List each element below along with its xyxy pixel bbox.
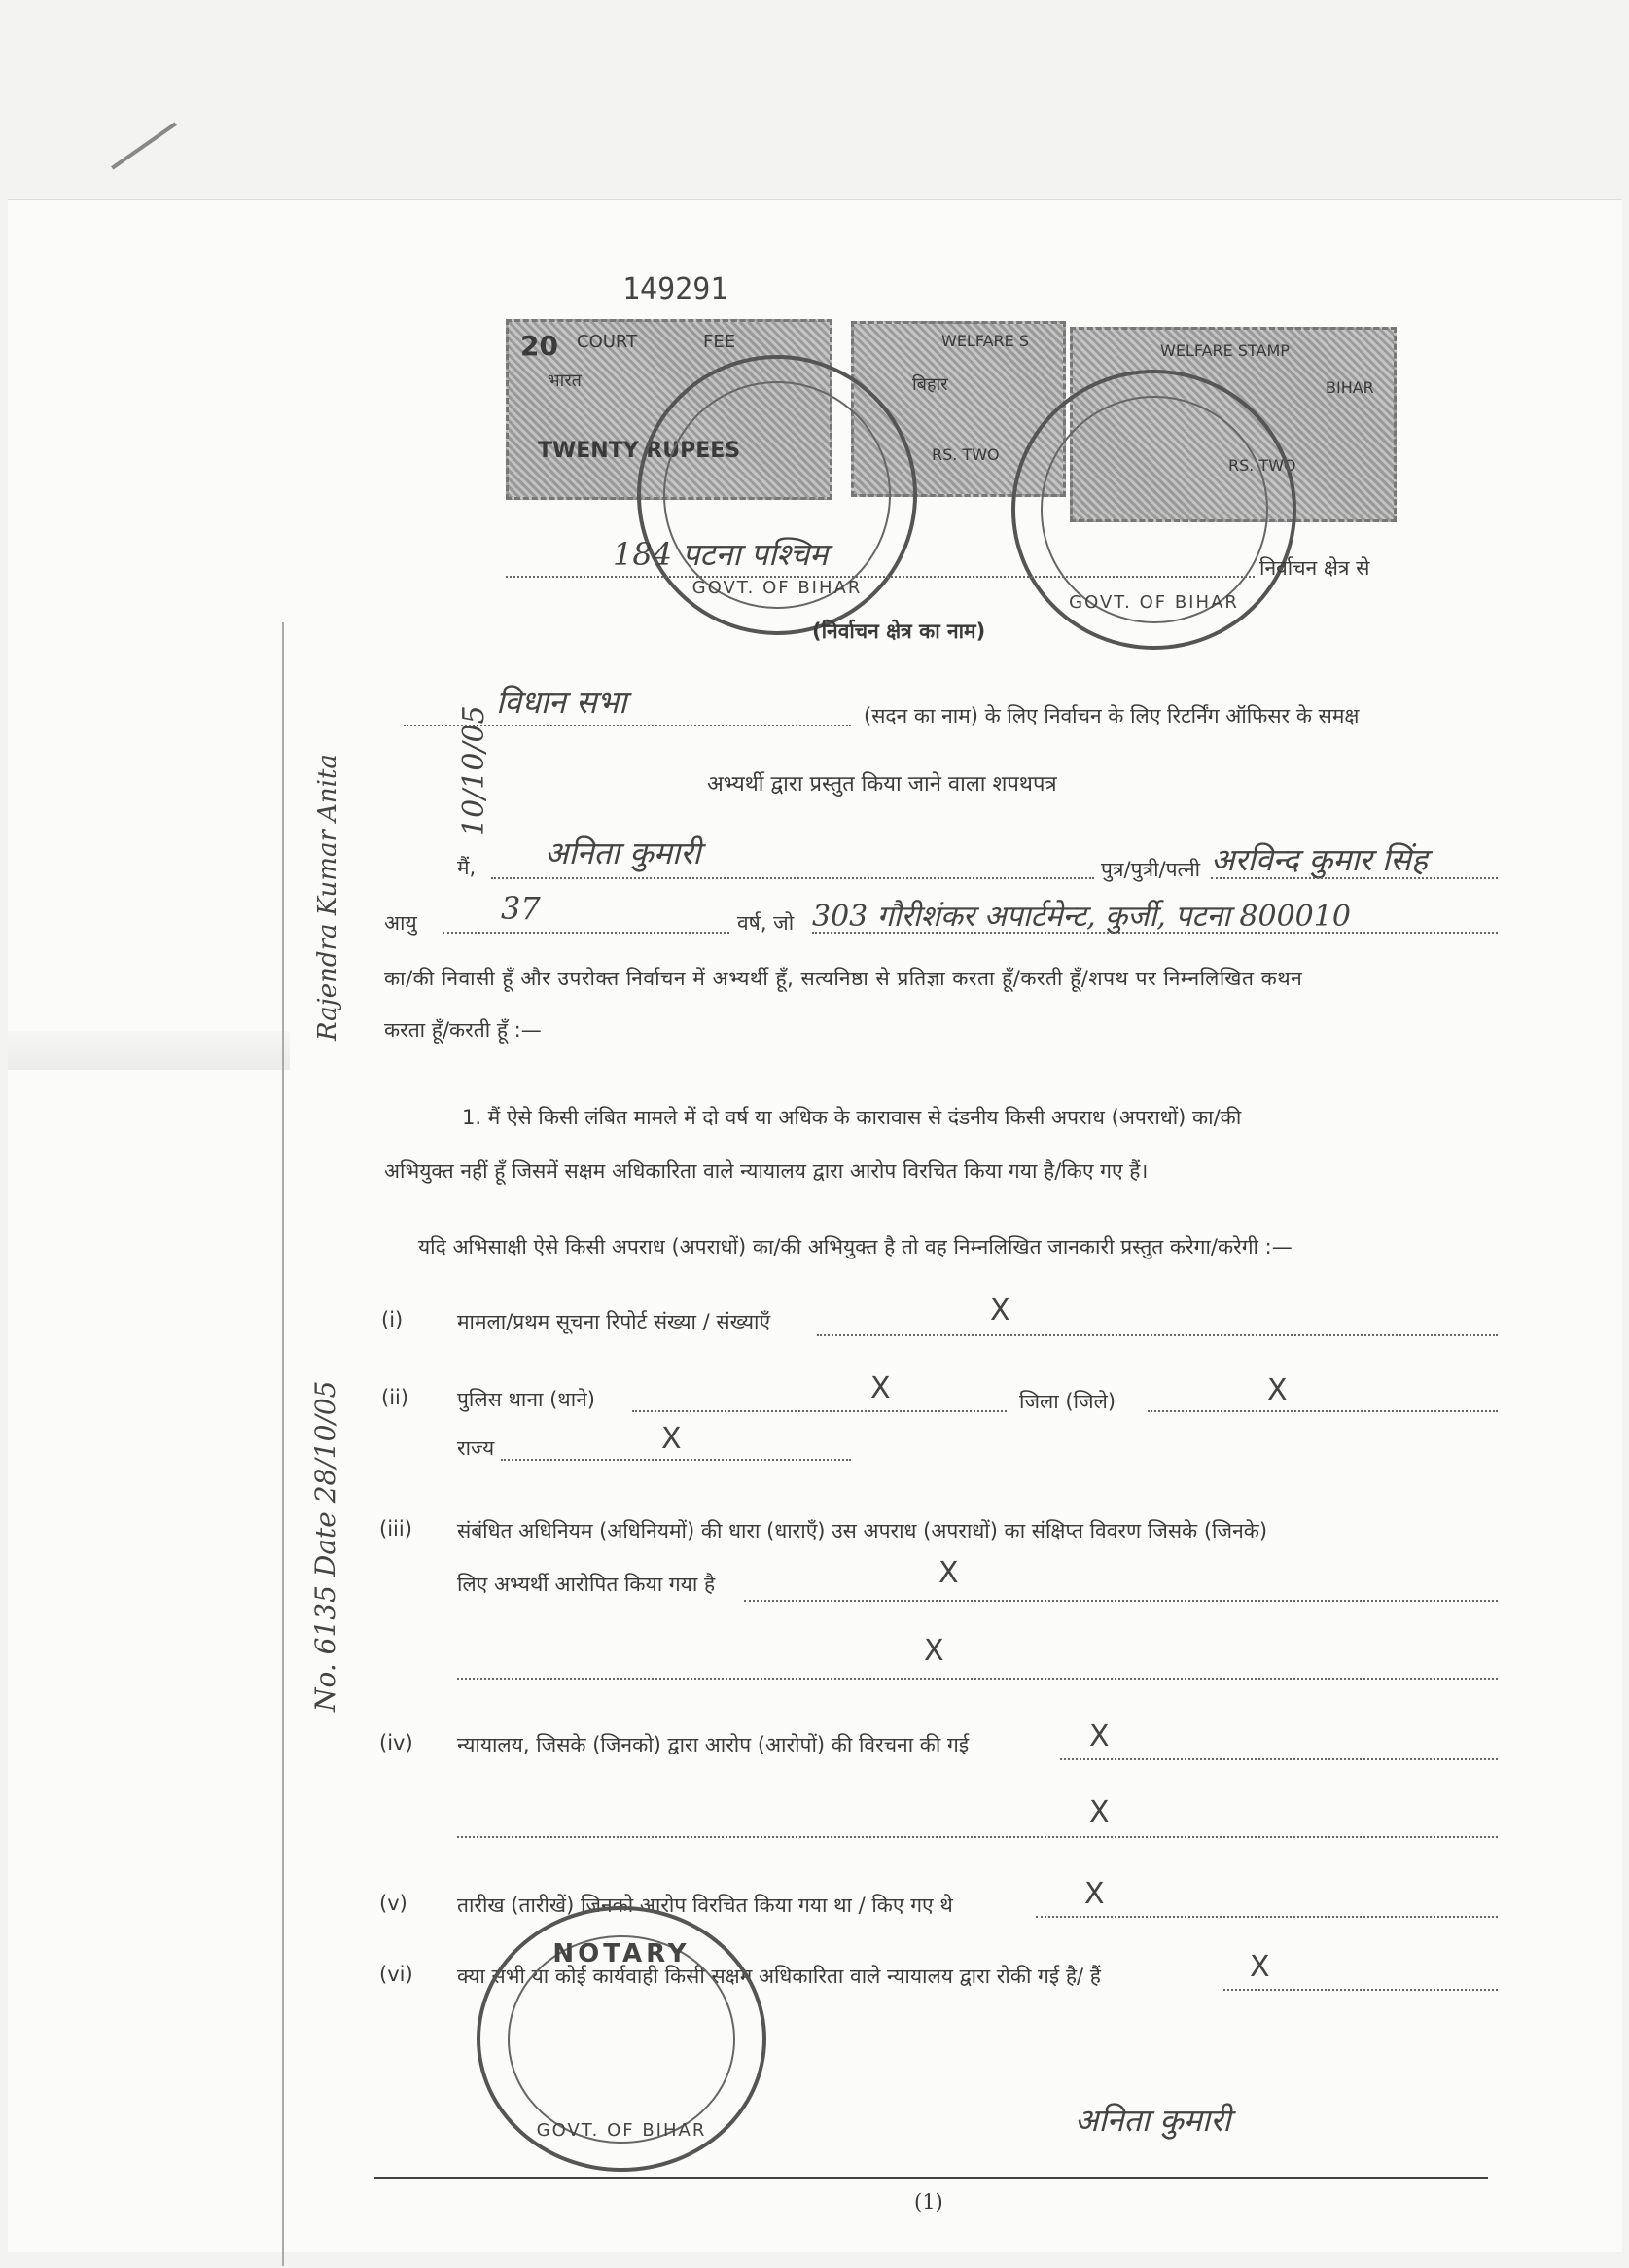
item-ii-district: जिला (जिले) — [1019, 1390, 1116, 1413]
address-handwritten: 303 गौरीशंकर अपार्टमेन्ट, कुर्जी, पटना 800010 — [812, 900, 1351, 934]
item-vi-number: (vi) — [379, 1963, 413, 1986]
margin-registration-stamp: No. 6135 Date 28/10/05 — [309, 1380, 341, 1712]
item-vi-text: क्या सभी या कोई कार्यवाही किसी सक्षम अधिकारिता वाले न्यायालय द्वारा रोकी गई है/ हैं — [457, 1965, 1101, 1988]
item-ii-police-dotted-line — [632, 1410, 1007, 1412]
item-v-number: (v) — [379, 1892, 407, 1915]
years-label: वर्ष, जो — [737, 911, 795, 935]
item-v-text: तारीख (तारीखें) जिनको आरोप विरचित किया गया था / किए गए थे — [457, 1894, 953, 1917]
item-ii-district-cross: X — [1267, 1373, 1288, 1407]
item-ii-number: (ii) — [381, 1386, 409, 1409]
stamp-serial-number: 149291 — [622, 272, 728, 306]
item-iii-text-line1: संबंधित अधिनियम (अधिनियमों) की धारा (धाराएँ) उस अपराध (अपराधों) का संक्षिप्त विवरण जिसके (जिनके) — [457, 1519, 1268, 1542]
page-number: (1) — [914, 2190, 943, 2214]
affidavit-title: अभ्यर्थी द्वारा प्रस्तुत किया जाने वाला शपथपत्र — [707, 772, 1057, 797]
item-ii-state: राज्य — [457, 1436, 495, 1460]
govt-seal-1: GOVT. OF BIHAR — [637, 355, 917, 635]
item-iv-cross-2: X — [1089, 1795, 1110, 1829]
point1-line1: 1. मैं ऐसे किसी लंबित मामले में दो वर्ष या अधिक के कारावास से दंडनीय किसी अपराध (अपराधों) का/की — [462, 1106, 1242, 1129]
candidate-signature: अनिता कुमारी — [1075, 2102, 1231, 2139]
item-i-dotted-line — [817, 1334, 1498, 1336]
item-iv-number: (iv) — [379, 1731, 413, 1754]
item-iii-cross-1: X — [938, 1556, 959, 1590]
point1-line2: अभियुक्त नहीं हूँ जिसमें सक्षम अधिकारिता वाले न्यायालय द्वारा आरोप विरचित किया गया है/किए गए हैं। — [384, 1159, 1149, 1183]
item-ii-text: पुलिस थाना (थाने) — [457, 1388, 596, 1411]
item-i-cross: X — [990, 1293, 1010, 1328]
item-iii-number: (iii) — [379, 1517, 412, 1541]
court-fee-stamp: 20 COURT FEE भारत TWENTY RUPEES — [506, 319, 832, 500]
address-dotted-line — [812, 932, 1498, 934]
item-iv-dotted-line-2 — [457, 1836, 1498, 1838]
item-ii-police-cross: X — [870, 1371, 891, 1405]
item-iv-dotted-line-1 — [1060, 1758, 1498, 1760]
footer-rule — [374, 2177, 1488, 2179]
item-iii-cross-2: X — [924, 1634, 944, 1668]
constituency-dotted-line — [506, 576, 1255, 578]
item-vi-dotted-line — [1223, 1989, 1498, 1991]
candidate-name-handwritten: अनिता कुमारी — [545, 834, 701, 871]
house-suffix: (सदन का नाम) के लिए निर्वाचन के लिए रिटर्निंग ऑफिसर के समक्ष — [864, 704, 1360, 727]
item-iv-cross-1: X — [1089, 1719, 1110, 1754]
item-i-text: मामला/प्रथम सूचना रिपोर्ट संख्या / संख्याएँ — [457, 1310, 771, 1333]
item-ii-state-cross: X — [661, 1422, 682, 1456]
item-v-dotted-line — [1036, 1916, 1498, 1918]
item-ii-district-dotted-line — [1148, 1410, 1498, 1412]
age-dotted-line — [443, 932, 729, 934]
constituency-caption: (निर्वाचन क्षेत्र का नाम) — [812, 620, 986, 643]
constituency-suffix: निर्वाचन क्षेत्र से — [1259, 556, 1370, 580]
item-v-cross: X — [1084, 1877, 1105, 1911]
item-ii-state-dotted-line — [501, 1459, 851, 1461]
binding-edge — [282, 622, 284, 2266]
relation-dotted-line — [1211, 877, 1498, 879]
margin-handwriting-1: Rajendra Kumar Anita — [313, 754, 342, 1041]
relation-label: पुत्र/पुत्री/पत्नी — [1101, 858, 1201, 881]
me-label: मैं, — [457, 856, 477, 879]
govt-seal-2: GOVT. OF BIHAR — [1011, 370, 1296, 650]
constituency-name-handwritten: 184 पटना पश्चिम — [613, 536, 829, 573]
welfare-stamp-2: WELFARE STAMP BIHAR RS. TWO — [1070, 327, 1397, 522]
notary-seal: NOTARY GOVT. OF BIHAR — [477, 1906, 766, 2172]
item-vi-cross: X — [1250, 1950, 1270, 1984]
item-iv-text: न्यायालय, जिसके (जिनको) द्वारा आरोप (आरोपों) की विरचना की गई — [457, 1733, 970, 1756]
age-handwritten: 37 — [501, 890, 541, 927]
relation-name-handwritten: अरविन्द कुमार सिंह — [1211, 841, 1428, 878]
if-accused-paragraph: यदि अभिसाक्षी ऐसे किसी अपराध (अपराधों) का/की अभियुक्त है तो वह निम्नलिखित जानकारी प्रस्तुत करेगा/करेगी :— — [418, 1235, 1293, 1258]
margin-handwriting-2: 10/10/05 — [457, 705, 491, 836]
resident-paragraph-line1: का/की निवासी हूँ और उपरोक्त निर्वाचन में अभ्यर्थी हूँ, सत्यनिष्ठा से प्रतिज्ञा करता हूँ/करती हूँ/शपथ पर निम्नलिखित कथन — [384, 967, 1303, 990]
item-iii-dotted-line-2 — [457, 1678, 1498, 1680]
item-iii-text-line2: लिए अभ्यर्थी आरोपित किया गया है — [457, 1573, 716, 1596]
item-i-number: (i) — [381, 1308, 404, 1331]
name-dotted-line — [491, 877, 1094, 879]
welfare-stamp-1: WELFARE S बिहार RS. TWO — [851, 321, 1066, 497]
item-iii-dotted-line-1 — [744, 1600, 1498, 1602]
resident-paragraph-line2: करता हूँ/करती हूँ :— — [384, 1018, 542, 1042]
staple-mark — [111, 122, 177, 169]
age-label: आयु — [384, 911, 417, 935]
page-fold-shadow — [8, 1031, 290, 1070]
house-name-handwritten: विधान सभा — [496, 684, 627, 721]
